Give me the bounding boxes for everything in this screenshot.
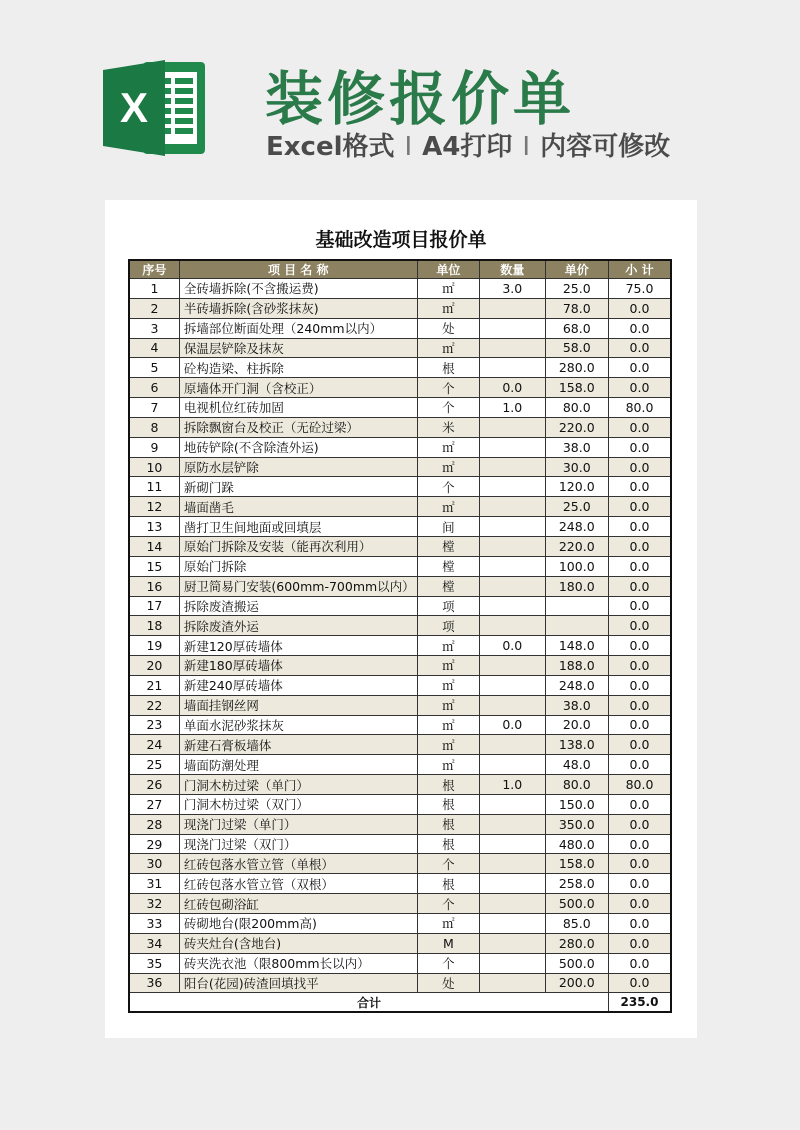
cell-item-name: 原始门拆除 (179, 556, 417, 576)
cell-unit: ㎡ (417, 715, 479, 735)
cell-item-name: 门洞木枋过梁（双门） (179, 794, 417, 814)
cell-unit: 樘 (417, 556, 479, 576)
cell-unit-price: 100.0 (545, 556, 608, 576)
cell-unit: 个 (417, 398, 479, 418)
cell-unit-price: 68.0 (545, 318, 608, 338)
cell-subtotal: 0.0 (608, 834, 671, 854)
cell-index: 6 (129, 378, 179, 398)
cell-quantity (480, 675, 545, 695)
cell-item-name: 半砖墙拆除(含砂浆抹灰) (179, 298, 417, 318)
cell-index: 10 (129, 457, 179, 477)
cell-unit: ㎡ (417, 695, 479, 715)
cell-index: 12 (129, 497, 179, 517)
cell-item-name: 墙面防潮处理 (179, 755, 417, 775)
cell-unit-price: 158.0 (545, 854, 608, 874)
cell-unit: 根 (417, 874, 479, 894)
cell-index: 34 (129, 933, 179, 953)
cell-unit-price: 200.0 (545, 973, 608, 993)
cell-unit: 根 (417, 775, 479, 795)
cell-unit-price: 248.0 (545, 517, 608, 537)
cell-unit-price: 80.0 (545, 398, 608, 418)
cell-quantity: 0.0 (480, 378, 545, 398)
cell-index: 26 (129, 775, 179, 795)
col-header-index: 序号 (129, 260, 179, 279)
cell-index: 9 (129, 437, 179, 457)
cell-index: 22 (129, 695, 179, 715)
cell-unit-price: 148.0 (545, 636, 608, 656)
cell-unit-price: 85.0 (545, 914, 608, 934)
cell-item-name: 新建石膏板墙体 (179, 735, 417, 755)
cell-item-name: 红砖包落水管立管（单根） (179, 854, 417, 874)
cell-quantity (480, 933, 545, 953)
table-row (129, 318, 671, 338)
table-row (129, 814, 671, 834)
table-row (129, 517, 671, 537)
table-row (129, 695, 671, 715)
cell-subtotal: 0.0 (608, 556, 671, 576)
cell-quantity (480, 576, 545, 596)
cell-item-name: 新建120厚砖墙体 (179, 636, 417, 656)
cell-quantity: 0.0 (480, 636, 545, 656)
table-row (129, 358, 671, 378)
cell-subtotal: 0.0 (608, 338, 671, 358)
cell-subtotal: 80.0 (608, 398, 671, 418)
cell-subtotal: 75.0 (608, 279, 671, 299)
total-label: 合计 (129, 993, 608, 1013)
cell-index: 2 (129, 298, 179, 318)
cell-index: 7 (129, 398, 179, 418)
table-row (129, 874, 671, 894)
cell-unit: 处 (417, 973, 479, 993)
cell-quantity (480, 834, 545, 854)
table-header-row (129, 260, 671, 279)
cell-unit: 米 (417, 417, 479, 437)
cell-index: 1 (129, 279, 179, 299)
table-row (129, 715, 671, 735)
table-row (129, 675, 671, 695)
cell-item-name: 电视机位红砖加固 (179, 398, 417, 418)
cell-subtotal: 0.0 (608, 417, 671, 437)
cell-index: 19 (129, 636, 179, 656)
cell-quantity (480, 973, 545, 993)
table-row (129, 536, 671, 556)
cell-subtotal: 0.0 (608, 933, 671, 953)
excel-icon (103, 58, 207, 158)
cell-unit-price: 220.0 (545, 536, 608, 556)
cell-unit: 根 (417, 794, 479, 814)
cell-unit: 个 (417, 378, 479, 398)
cell-subtotal: 0.0 (608, 497, 671, 517)
cell-quantity (480, 814, 545, 834)
cell-subtotal: 0.0 (608, 636, 671, 656)
cell-index: 3 (129, 318, 179, 338)
cell-unit-price: 188.0 (545, 656, 608, 676)
cell-unit-price: 30.0 (545, 457, 608, 477)
cell-subtotal: 0.0 (608, 735, 671, 755)
cell-unit: ㎡ (417, 735, 479, 755)
table-row (129, 596, 671, 616)
cell-quantity (480, 755, 545, 775)
cell-unit: 处 (417, 318, 479, 338)
cell-unit-price: 25.0 (545, 279, 608, 299)
cell-item-name: 新建240厚砖墙体 (179, 675, 417, 695)
cell-item-name: 砖夹洗衣池（限800mm长以内） (179, 953, 417, 973)
cell-unit: 根 (417, 358, 479, 378)
table-row (129, 735, 671, 755)
cell-item-name: 新建180厚砖墙体 (179, 656, 417, 676)
cell-subtotal: 0.0 (608, 517, 671, 537)
cell-quantity (480, 953, 545, 973)
cell-quantity (480, 358, 545, 378)
cell-index: 14 (129, 536, 179, 556)
total-row (129, 993, 671, 1013)
cell-item-name: 拆墙部位断面处理（240mm以内） (179, 318, 417, 338)
cell-unit: 个 (417, 953, 479, 973)
cell-subtotal: 0.0 (608, 318, 671, 338)
cell-item-name: 原始门拆除及安装（能再次利用） (179, 536, 417, 556)
table-row (129, 437, 671, 457)
cell-item-name: 拆除废渣搬运 (179, 596, 417, 616)
cell-unit-price: 58.0 (545, 338, 608, 358)
cell-subtotal: 0.0 (608, 973, 671, 993)
cell-subtotal: 0.0 (608, 675, 671, 695)
cell-subtotal: 0.0 (608, 358, 671, 378)
cell-quantity (480, 854, 545, 874)
cell-unit: ㎡ (417, 914, 479, 934)
cell-unit: ㎡ (417, 279, 479, 299)
table-row (129, 953, 671, 973)
cell-item-name: 全砖墙拆除(不含搬运费) (179, 279, 417, 299)
cell-subtotal: 0.0 (608, 755, 671, 775)
cell-unit: 个 (417, 477, 479, 497)
cell-index: 27 (129, 794, 179, 814)
cell-index: 31 (129, 874, 179, 894)
cell-index: 24 (129, 735, 179, 755)
cell-unit-price: 248.0 (545, 675, 608, 695)
cell-unit: 根 (417, 834, 479, 854)
table-row (129, 298, 671, 318)
cell-item-name: 红砖包落水管立管（双根） (179, 874, 417, 894)
cell-item-name: 拆除飘窗台及校正（无砼过梁） (179, 417, 417, 437)
cell-unit-price: 80.0 (545, 775, 608, 795)
table-row (129, 755, 671, 775)
cell-unit-price: 48.0 (545, 755, 608, 775)
cell-item-name: 保温层铲除及抹灰 (179, 338, 417, 358)
excel-logo-letter: X (119, 84, 149, 131)
cell-quantity (480, 457, 545, 477)
cell-unit: 间 (417, 517, 479, 537)
cell-index: 11 (129, 477, 179, 497)
cell-quantity: 3.0 (480, 279, 545, 299)
cell-unit: 樘 (417, 576, 479, 596)
sheet-title: 基础改造项目报价单 (315, 229, 487, 251)
cell-unit-price: 500.0 (545, 953, 608, 973)
cell-item-name: 阳台(花园)砖渣回填找平 (179, 973, 417, 993)
cell-unit-price: 138.0 (545, 735, 608, 755)
table-row (129, 933, 671, 953)
cell-unit: 项 (417, 596, 479, 616)
cell-index: 32 (129, 894, 179, 914)
cell-unit: ㎡ (417, 457, 479, 477)
cell-unit-price: 25.0 (545, 497, 608, 517)
cell-quantity (480, 517, 545, 537)
cell-subtotal: 0.0 (608, 953, 671, 973)
table-row (129, 834, 671, 854)
cell-subtotal: 0.0 (608, 695, 671, 715)
cell-quantity (480, 497, 545, 517)
cell-index: 15 (129, 556, 179, 576)
cell-item-name: 砖砌地台(限200mm高) (179, 914, 417, 934)
cell-quantity (480, 298, 545, 318)
cell-index: 25 (129, 755, 179, 775)
cell-item-name: 门洞木枋过梁（单门） (179, 775, 417, 795)
subtitle-separator: I (522, 132, 531, 162)
cell-index: 13 (129, 517, 179, 537)
table-row (129, 973, 671, 993)
cell-index: 33 (129, 914, 179, 934)
cell-index: 23 (129, 715, 179, 735)
cell-index: 5 (129, 358, 179, 378)
table-row (129, 417, 671, 437)
cell-quantity (480, 656, 545, 676)
cell-quantity (480, 695, 545, 715)
cell-unit: 项 (417, 616, 479, 636)
cell-index: 20 (129, 656, 179, 676)
table-row (129, 914, 671, 934)
cell-item-name: 红砖包砌浴缸 (179, 894, 417, 914)
subtitle-editable: 内容可修改 (540, 132, 671, 162)
cell-index: 16 (129, 576, 179, 596)
col-header-qty: 数量 (480, 260, 545, 279)
cell-index: 28 (129, 814, 179, 834)
table-row (129, 854, 671, 874)
cell-item-name: 现浇门过梁（单门） (179, 814, 417, 834)
table-row (129, 616, 671, 636)
cell-quantity (480, 556, 545, 576)
cell-quantity (480, 536, 545, 556)
col-header-item: 项 目 名 称 (179, 260, 417, 279)
cell-item-name: 拆除废渣外运 (179, 616, 417, 636)
cell-subtotal: 80.0 (608, 775, 671, 795)
cell-quantity (480, 596, 545, 616)
spreadsheet-page (105, 200, 697, 1038)
subtitle-print: A4打印 (422, 132, 513, 162)
cell-unit-price: 120.0 (545, 477, 608, 497)
cell-unit: M (417, 933, 479, 953)
cell-index: 17 (129, 596, 179, 616)
table-row (129, 279, 671, 299)
cell-item-name: 原墙体开门洞（含校正） (179, 378, 417, 398)
cell-subtotal: 0.0 (608, 477, 671, 497)
cell-subtotal: 0.0 (608, 536, 671, 556)
cell-unit-price: 158.0 (545, 378, 608, 398)
table-row (129, 894, 671, 914)
cell-quantity (480, 318, 545, 338)
cell-index: 35 (129, 953, 179, 973)
subtitle-format: Excel格式 (266, 132, 395, 162)
col-header-price: 单价 (545, 260, 608, 279)
table-row (129, 794, 671, 814)
cell-unit-price (545, 596, 608, 616)
cell-unit-price: 350.0 (545, 814, 608, 834)
cell-index: 18 (129, 616, 179, 636)
subtitle-separator: I (404, 132, 413, 162)
cell-index: 8 (129, 417, 179, 437)
cell-unit: ㎡ (417, 437, 479, 457)
cell-item-name: 地砖铲除(不含除渣外运) (179, 437, 417, 457)
cell-unit-price: 220.0 (545, 417, 608, 437)
cell-subtotal: 0.0 (608, 437, 671, 457)
cell-index: 4 (129, 338, 179, 358)
cell-item-name: 单面水泥砂浆抹灰 (179, 715, 417, 735)
table-row (129, 497, 671, 517)
cell-unit: 根 (417, 814, 479, 834)
table-row (129, 398, 671, 418)
cell-subtotal: 0.0 (608, 914, 671, 934)
cell-item-name: 凿打卫生间地面或回填层 (179, 517, 417, 537)
col-header-subtotal: 小 计 (608, 260, 671, 279)
cell-unit-price: 280.0 (545, 933, 608, 953)
cell-unit-price: 20.0 (545, 715, 608, 735)
cell-unit-price: 500.0 (545, 894, 608, 914)
cell-subtotal: 0.0 (608, 596, 671, 616)
cell-item-name: 厨卫简易门安装(600mm-700mm以内） (179, 576, 417, 596)
cell-quantity (480, 616, 545, 636)
cell-quantity (480, 874, 545, 894)
cell-unit: ㎡ (417, 755, 479, 775)
cell-unit: ㎡ (417, 656, 479, 676)
cell-quantity: 0.0 (480, 715, 545, 735)
cell-unit-price: 258.0 (545, 874, 608, 894)
cell-unit-price: 78.0 (545, 298, 608, 318)
table-row (129, 338, 671, 358)
cell-quantity (480, 914, 545, 934)
cell-item-name: 墙面挂钢丝网 (179, 695, 417, 715)
cell-quantity: 1.0 (480, 775, 545, 795)
cell-index: 30 (129, 854, 179, 874)
cell-unit: 樘 (417, 536, 479, 556)
table-row (129, 378, 671, 398)
table-row (129, 636, 671, 656)
cell-unit-price: 180.0 (545, 576, 608, 596)
cell-subtotal: 0.0 (608, 854, 671, 874)
cell-quantity: 1.0 (480, 398, 545, 418)
cell-quantity (480, 894, 545, 914)
cell-unit-price (545, 616, 608, 636)
cell-unit: ㎡ (417, 338, 479, 358)
cell-quantity (480, 437, 545, 457)
cell-index: 36 (129, 973, 179, 993)
table-row (129, 457, 671, 477)
cell-subtotal: 0.0 (608, 794, 671, 814)
cell-index: 21 (129, 675, 179, 695)
cell-subtotal: 0.0 (608, 298, 671, 318)
cell-subtotal: 0.0 (608, 814, 671, 834)
cell-subtotal: 0.0 (608, 576, 671, 596)
cell-subtotal: 0.0 (608, 656, 671, 676)
cell-unit: 个 (417, 854, 479, 874)
cell-quantity (480, 417, 545, 437)
cell-unit-price: 38.0 (545, 437, 608, 457)
cell-item-name: 砖夹灶台(含地台) (179, 933, 417, 953)
cell-subtotal: 0.0 (608, 894, 671, 914)
cell-index: 29 (129, 834, 179, 854)
cell-unit: ㎡ (417, 497, 479, 517)
cell-quantity (480, 794, 545, 814)
cell-unit-price: 480.0 (545, 834, 608, 854)
table-row (129, 556, 671, 576)
table-row (129, 477, 671, 497)
cell-subtotal: 0.0 (608, 616, 671, 636)
cell-unit-price: 150.0 (545, 794, 608, 814)
cell-quantity (480, 735, 545, 755)
cell-unit: 个 (417, 894, 479, 914)
cell-item-name: 新砌门跺 (179, 477, 417, 497)
table-row (129, 656, 671, 676)
cell-item-name: 原防水层铲除 (179, 457, 417, 477)
total-value: 235.0 (608, 993, 671, 1013)
table-row (129, 775, 671, 795)
cell-item-name: 现浇门过梁（双门） (179, 834, 417, 854)
table-row (129, 576, 671, 596)
cell-item-name: 砼构造梁、柱拆除 (179, 358, 417, 378)
col-header-unit: 单位 (417, 260, 479, 279)
cell-unit-price: 38.0 (545, 695, 608, 715)
page-title: 装修报价单 (265, 65, 576, 133)
cell-unit: ㎡ (417, 298, 479, 318)
page-subtitle (266, 126, 670, 163)
cell-subtotal: 0.0 (608, 378, 671, 398)
cell-unit: ㎡ (417, 675, 479, 695)
quote-table (128, 259, 672, 1013)
cell-quantity (480, 477, 545, 497)
cell-unit: ㎡ (417, 636, 479, 656)
cell-subtotal: 0.0 (608, 457, 671, 477)
cell-subtotal: 0.0 (608, 715, 671, 735)
header (0, 0, 800, 200)
cell-unit-price: 280.0 (545, 358, 608, 378)
cell-item-name: 墙面凿毛 (179, 497, 417, 517)
cell-subtotal: 0.0 (608, 874, 671, 894)
cell-quantity (480, 338, 545, 358)
